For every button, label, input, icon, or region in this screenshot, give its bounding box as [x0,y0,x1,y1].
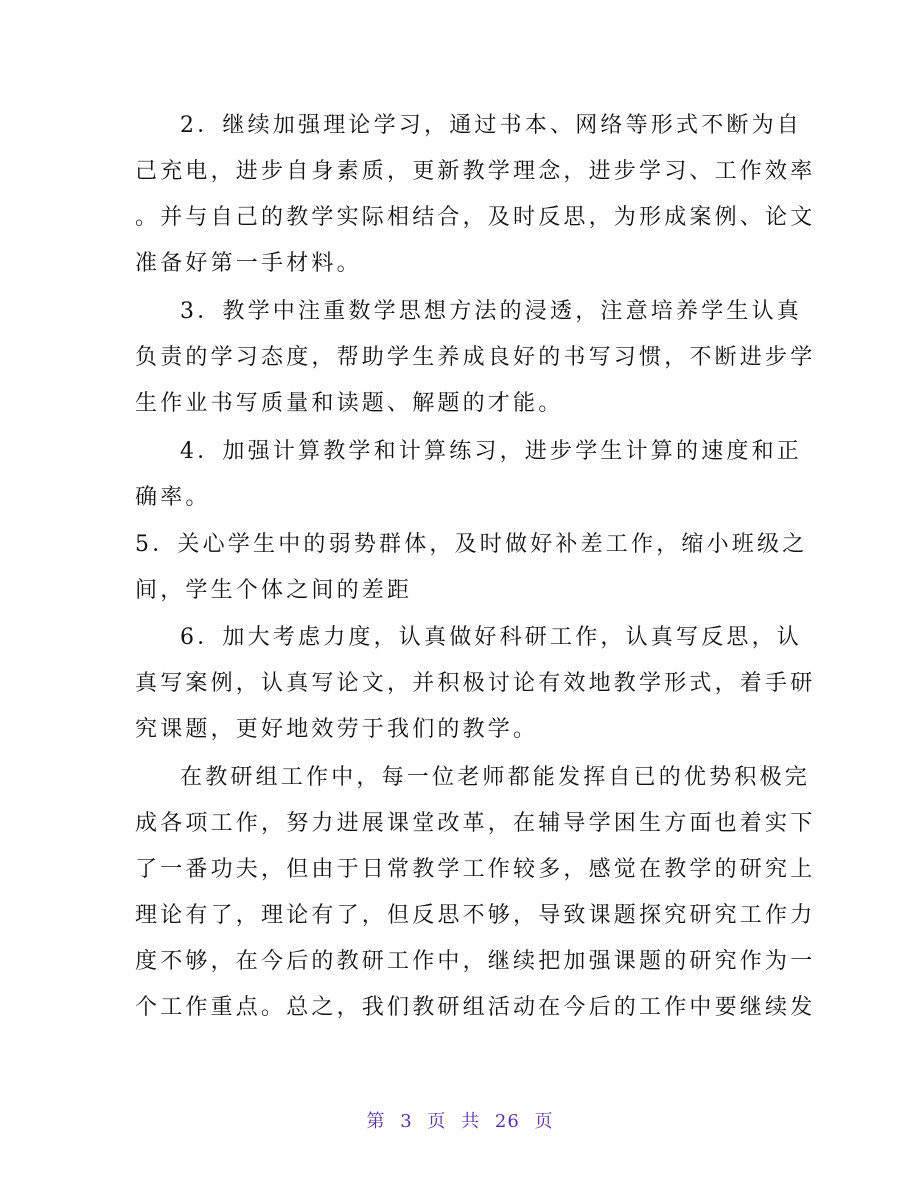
page-label: 第 [366,1111,386,1132]
paragraph-4-line-1: 4．加强计算教学和计算练习，进步学生计算的速度和正 [180,439,802,464]
paragraph-7-line-3: 了一番功夫，但由于日常教学工作较多，感觉在教学的研究上 [135,857,816,882]
paragraph-2-line-1: 2．继续加强理论学习，通过书本、网络等形式不断为自 [180,113,802,138]
paragraph-7-line-5: 度不够，在今后的教研工作中，继续把加强课题的研究作为一 [135,949,816,974]
total-label: 共 [461,1111,481,1132]
paragraph-3-line-1: 3．教学中注重数学思想方法的浸透，注意培养学生认真 [180,299,802,324]
paragraph-6-line-2: 真写案例，认真写论文，并积极讨论有效地教学形式，着手研 [135,671,816,696]
page-unit: 页 [427,1111,447,1132]
paragraph-7-line-1: 在教研组工作中，每一位老师都能发挥自已的优势积极完 [180,765,811,790]
paragraph-5-line-2: 间，学生个体之间的差距 [135,578,413,603]
page-indicator [0,1110,920,1134]
paragraph-2-line-4: 准备好第一手材料。 [135,251,362,276]
total-unit: 页 [534,1111,554,1132]
total-pages: 26 [494,1111,520,1132]
paragraph-7-line-4: 理论有了，理论有了，但反思不够，导致课题探究研究工作力 [135,903,816,928]
paragraph-3-line-2: 负责的学习态度，帮助学生养成良好的书写习惯，不断进步学 [135,345,816,370]
paragraph-7-line-6: 个工作重点。总之，我们教研组活动在今后的工作中要继续发 [135,995,816,1020]
paragraph-5-line-1: 5．关心学生中的弱势群体，及时做好补差工作，缩小班级之 [135,532,808,557]
paragraph-6-line-1: 6．加大考虑力度，认真做好科研工作，认真写反思，认 [180,625,802,650]
paragraph-3-line-3: 生作业书写质量和读题、解题的才能。 [135,391,564,416]
paragraph-7-line-2: 成各项工作，努力进展课堂改革，在辅导学困生方面也着实下 [135,811,816,836]
paragraph-6-line-3: 究课题，更好地效劳于我们的教学。 [135,717,539,742]
paragraph-2-line-3: 。并与自己的教学实际相结合，及时反思，为形成案例、论文 [135,205,816,230]
paragraph-4-line-2: 确率。 [135,485,211,510]
page-number: 3 [400,1111,413,1132]
paragraph-2-line-2: 己充电，进步自身素质，更新教学理念，进步学习、工作效率 [135,159,816,184]
